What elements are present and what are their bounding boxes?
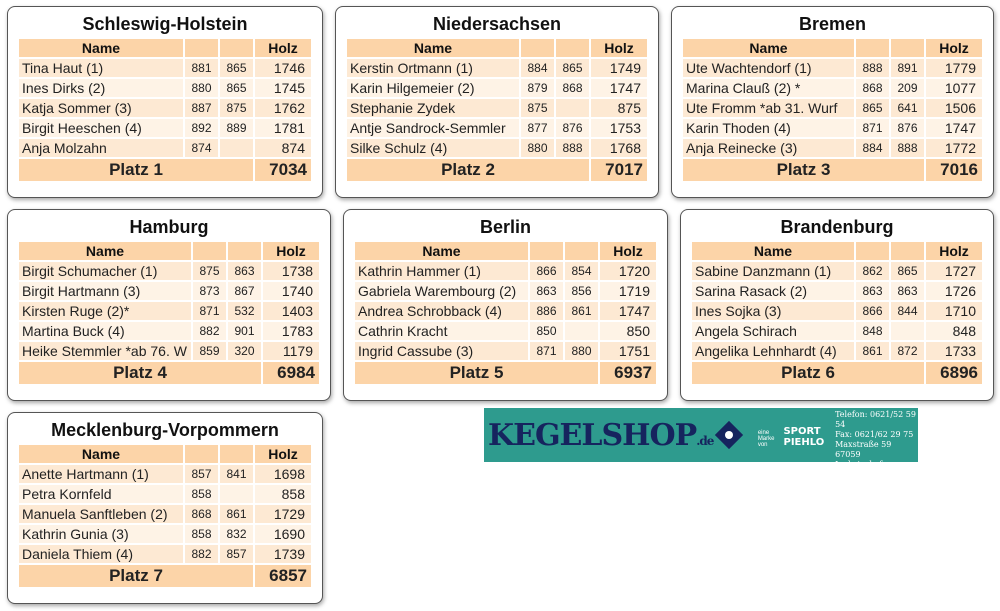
score-a: 858 [185, 525, 218, 543]
table-row [19, 485, 311, 503]
player-name: Kathrin Gunia (3) [19, 525, 183, 543]
table-row [19, 505, 311, 523]
holz-total: 1781 [255, 119, 311, 137]
holz-total: 848 [926, 322, 982, 340]
col-b-header [891, 39, 924, 57]
col-holz-header: Holz [591, 39, 647, 57]
team-total: 7017 [591, 159, 647, 181]
table-row [19, 59, 311, 77]
placement: Platz 6 [692, 362, 924, 384]
table-row [683, 99, 982, 117]
score-a: 858 [185, 485, 218, 503]
score-b: 861 [565, 302, 598, 320]
holz-total: 1720 [600, 262, 656, 280]
score-b: 320 [228, 342, 261, 360]
table-row [683, 139, 982, 157]
score-b: 532 [228, 302, 261, 320]
table-row [355, 282, 656, 300]
score-a: 863 [530, 282, 563, 300]
score-a: 859 [193, 342, 226, 360]
player-name: Tina Haut (1) [19, 59, 183, 77]
col-a-header [530, 242, 563, 260]
score-b [220, 485, 253, 503]
player-name: Andrea Schrobback (4) [355, 302, 528, 320]
score-b: 832 [220, 525, 253, 543]
col-b-header [556, 39, 589, 57]
player-name: Birgit Schumacher (1) [19, 262, 191, 280]
score-b: 865 [220, 59, 253, 77]
team-total: 6896 [926, 362, 982, 384]
table-row [19, 342, 319, 360]
player-name: Marina Clauß (2) * [683, 79, 854, 97]
holz-total: 1747 [600, 302, 656, 320]
score-b: 888 [891, 139, 924, 157]
table-footer [355, 362, 656, 384]
score-a: 882 [193, 322, 226, 340]
team-total: 7034 [255, 159, 311, 181]
kegelshop-ad-banner[interactable] [484, 408, 918, 469]
placement: Platz 3 [683, 159, 924, 181]
player-name: Kathrin Hammer (1) [355, 262, 528, 280]
player-name: Sabine Danzmann (1) [692, 262, 854, 280]
col-a-header [185, 39, 218, 57]
holz-total: 1747 [926, 119, 982, 137]
col-name-header: Name [692, 242, 854, 260]
ad-brand [758, 408, 831, 462]
ad-fax: Fax: 0621/62 29 75 [835, 430, 914, 439]
score-a: 874 [185, 139, 218, 157]
player-name: Kirsten Ruge (2)* [19, 302, 191, 320]
table-header [19, 39, 311, 57]
player-name: Martina Buck (4) [19, 322, 191, 340]
score-b: 865 [220, 79, 253, 97]
table-row [692, 322, 982, 340]
holz-total: 1740 [263, 282, 319, 300]
score-a: 871 [856, 119, 889, 137]
col-name-header: Name [355, 242, 528, 260]
logo-text: KEGELSHOP [488, 417, 697, 453]
score-a: 857 [185, 465, 218, 483]
score-a: 863 [856, 282, 889, 300]
team-card-6 [680, 209, 994, 401]
score-a: 877 [521, 119, 554, 137]
col-holz-header: Holz [255, 39, 311, 57]
player-name: Birgit Heeschen (4) [19, 119, 183, 137]
table-header [355, 242, 656, 260]
player-name: Birgit Hartmann (3) [19, 282, 191, 300]
logo-suffix: .de [696, 433, 714, 448]
score-a: 880 [185, 79, 218, 97]
table-footer [19, 362, 319, 384]
score-a: 866 [530, 262, 563, 280]
score-a: 868 [185, 505, 218, 523]
score-a: 866 [856, 302, 889, 320]
player-name: Karin Thoden (4) [683, 119, 854, 137]
score-b [556, 99, 589, 117]
score-b [891, 322, 924, 340]
col-name-header: Name [683, 39, 854, 57]
ad-street: Maxstraße 59 [835, 440, 892, 449]
score-a: 868 [856, 79, 889, 97]
table-row [347, 59, 647, 77]
table-row [19, 525, 311, 543]
team-total: 6984 [263, 362, 319, 384]
score-a: 884 [856, 139, 889, 157]
table-row [347, 119, 647, 137]
ad-phone: Telefon: 0621/52 59 54 [835, 410, 916, 429]
team-title: Berlin [479, 217, 531, 237]
player-name: Ute Wachtendorf (1) [683, 59, 854, 77]
score-b: 868 [556, 79, 589, 97]
team-total: 7016 [926, 159, 982, 181]
col-holz-header: Holz [600, 242, 656, 260]
table-row [347, 79, 647, 97]
score-a: 892 [185, 119, 218, 137]
table-row [692, 282, 982, 300]
table-row [19, 465, 311, 483]
table-row [19, 79, 311, 97]
score-b: 841 [220, 465, 253, 483]
team-card-1 [7, 6, 323, 198]
bowling-pin-diamond-icon [715, 421, 743, 449]
ad-tagline: eine Marke von [757, 430, 775, 448]
team-title: Mecklenburg-Vorpommern [51, 420, 279, 440]
player-name: Cathrin Kracht [355, 322, 528, 340]
ad-contact [831, 408, 918, 469]
score-a: 884 [521, 59, 554, 77]
table-row [347, 139, 647, 157]
team-table [17, 37, 313, 183]
holz-total: 1772 [926, 139, 982, 157]
team-title: Hamburg [129, 217, 209, 237]
col-b-header [220, 445, 253, 463]
holz-total: 1690 [255, 525, 311, 543]
col-a-header [856, 242, 889, 260]
player-name: Sarina Rasack (2) [692, 282, 854, 300]
score-b: 876 [891, 119, 924, 137]
score-b: 861 [220, 505, 253, 523]
table-row [19, 302, 319, 320]
table-row [692, 302, 982, 320]
table-row [19, 322, 319, 340]
table-row [692, 342, 982, 360]
player-name: Manuela Sanftleben (2) [19, 505, 183, 523]
col-holz-header: Holz [926, 39, 982, 57]
score-a: 861 [856, 342, 889, 360]
player-name: Silke Schulz (4) [347, 139, 519, 157]
score-a: 865 [856, 99, 889, 117]
table-header [683, 39, 982, 57]
placement: Platz 2 [347, 159, 589, 181]
player-name: Ute Fromm *ab 31. Wurf [683, 99, 854, 117]
table-row [347, 99, 647, 117]
holz-total: 850 [600, 322, 656, 340]
table-row [683, 79, 982, 97]
player-name: Ines Dirks (2) [19, 79, 183, 97]
score-b: 880 [565, 342, 598, 360]
score-b [565, 322, 598, 340]
kegelshop-logo [484, 418, 713, 453]
col-name-header: Name [347, 39, 519, 57]
player-name: Angelika Lehnhardt (4) [692, 342, 854, 360]
col-name-header: Name [19, 242, 191, 260]
table-header [19, 445, 311, 463]
table-footer [683, 159, 982, 181]
col-a-header [521, 39, 554, 57]
holz-total: 1710 [926, 302, 982, 320]
score-b: 844 [891, 302, 924, 320]
score-b: 865 [556, 59, 589, 77]
holz-total: 1506 [926, 99, 982, 117]
player-name: Antje Sandrock-Semmler [347, 119, 519, 137]
table-footer [692, 362, 982, 384]
team-table [17, 240, 321, 386]
score-b: 901 [228, 322, 261, 340]
holz-total: 1077 [926, 79, 982, 97]
holz-total: 1739 [255, 545, 311, 563]
team-total: 6937 [600, 362, 656, 384]
team-card-4 [7, 209, 331, 401]
team-table [690, 240, 984, 386]
ad-logo-area [484, 408, 758, 462]
holz-total: 1768 [591, 139, 647, 157]
table-footer [19, 159, 311, 181]
holz-total: 1751 [600, 342, 656, 360]
table-row [19, 119, 311, 137]
holz-total: 1733 [926, 342, 982, 360]
player-name: Petra Kornfeld [19, 485, 183, 503]
placement: Platz 1 [19, 159, 253, 181]
placement: Platz 4 [19, 362, 261, 384]
team-card-3 [671, 6, 994, 198]
score-b: 867 [228, 282, 261, 300]
table-row [355, 262, 656, 280]
player-name: Heike Stemmler *ab 76. W [19, 342, 191, 360]
score-b: 863 [228, 262, 261, 280]
player-name: Anja Reinecke (3) [683, 139, 854, 157]
table-footer [19, 565, 311, 587]
table-row [19, 139, 311, 157]
score-a: 888 [856, 59, 889, 77]
team-title: Bremen [798, 14, 867, 34]
col-holz-header: Holz [263, 242, 319, 260]
col-b-header [891, 242, 924, 260]
score-a: 880 [521, 139, 554, 157]
score-a: 848 [856, 322, 889, 340]
player-name: Anja Molzahn [19, 139, 183, 157]
player-name: Gabriela Warembourg (2) [355, 282, 528, 300]
team-table [681, 37, 984, 183]
col-b-header [565, 242, 598, 260]
player-name: Angela Schirach [692, 322, 854, 340]
table-row [683, 119, 982, 137]
table-row [683, 59, 982, 77]
holz-total: 1179 [263, 342, 319, 360]
holz-total: 1727 [926, 262, 982, 280]
team-title: Niedersachsen [432, 14, 562, 34]
col-holz-header: Holz [255, 445, 311, 463]
player-name: Daniela Thiem (4) [19, 545, 183, 563]
score-b [220, 139, 253, 157]
score-a: 871 [193, 302, 226, 320]
player-name: Ingrid Cassube (3) [355, 342, 528, 360]
table-header [347, 39, 647, 57]
player-name: Katja Sommer (3) [19, 99, 183, 117]
team-table [353, 240, 658, 386]
holz-total: 875 [591, 99, 647, 117]
score-b: 865 [891, 262, 924, 280]
team-title: Brandenburg [780, 217, 894, 237]
team-card-7 [7, 412, 323, 604]
score-b: 209 [891, 79, 924, 97]
ad-brand-name: SPORT PIEHLO [783, 426, 825, 448]
score-b: 857 [220, 545, 253, 563]
holz-total: 1749 [591, 59, 647, 77]
team-card-5 [343, 209, 668, 401]
team-title: Schleswig-Holstein [82, 14, 248, 34]
score-a: 871 [530, 342, 563, 360]
score-b: 889 [220, 119, 253, 137]
col-holz-header: Holz [926, 242, 982, 260]
player-name: Ines Sojka (3) [692, 302, 854, 320]
holz-total: 874 [255, 139, 311, 157]
col-a-header [193, 242, 226, 260]
score-a: 886 [530, 302, 563, 320]
holz-total: 1779 [926, 59, 982, 77]
placement: Platz 5 [355, 362, 598, 384]
holz-total: 1783 [263, 322, 319, 340]
table-row [355, 302, 656, 320]
player-name: Kerstin Ortmann (1) [347, 59, 519, 77]
table-header [19, 242, 319, 260]
score-b: 876 [556, 119, 589, 137]
table-header [692, 242, 982, 260]
holz-total: 1719 [600, 282, 656, 300]
score-a: 850 [530, 322, 563, 340]
col-name-header: Name [19, 445, 183, 463]
holz-total: 1747 [591, 79, 647, 97]
player-name: Anette Hartmann (1) [19, 465, 183, 483]
table-footer [347, 159, 647, 181]
placement: Platz 7 [19, 565, 253, 587]
table-row [19, 545, 311, 563]
holz-total: 1729 [255, 505, 311, 523]
team-total: 6857 [255, 565, 311, 587]
col-b-header [220, 39, 253, 57]
team-card-2 [335, 6, 659, 198]
holz-total: 1726 [926, 282, 982, 300]
col-name-header: Name [19, 39, 183, 57]
score-b: 875 [220, 99, 253, 117]
holz-total: 1762 [255, 99, 311, 117]
score-a: 882 [185, 545, 218, 563]
score-a: 873 [193, 282, 226, 300]
table-row [355, 342, 656, 360]
holz-total: 1753 [591, 119, 647, 137]
ad-city: 67059 Ludwigshafen [835, 450, 893, 469]
score-a: 887 [185, 99, 218, 117]
score-a: 881 [185, 59, 218, 77]
team-table [345, 37, 649, 183]
table-row [692, 262, 982, 280]
holz-total: 1403 [263, 302, 319, 320]
holz-total: 1746 [255, 59, 311, 77]
holz-total: 1698 [255, 465, 311, 483]
holz-total: 1738 [263, 262, 319, 280]
score-b: 641 [891, 99, 924, 117]
team-table [17, 443, 313, 589]
table-row [355, 322, 656, 340]
score-b: 888 [556, 139, 589, 157]
table-row [19, 282, 319, 300]
col-a-header [185, 445, 218, 463]
score-a: 875 [521, 99, 554, 117]
table-row [19, 262, 319, 280]
score-b: 854 [565, 262, 598, 280]
col-b-header [228, 242, 261, 260]
player-name: Karin Hilgemeier (2) [347, 79, 519, 97]
holz-total: 1745 [255, 79, 311, 97]
score-b: 872 [891, 342, 924, 360]
score-a: 862 [856, 262, 889, 280]
table-row [19, 99, 311, 117]
holz-total: 858 [255, 485, 311, 503]
score-a: 879 [521, 79, 554, 97]
score-b: 863 [891, 282, 924, 300]
col-a-header [856, 39, 889, 57]
score-b: 891 [891, 59, 924, 77]
score-a: 875 [193, 262, 226, 280]
score-b: 856 [565, 282, 598, 300]
player-name: Stephanie Zydek [347, 99, 519, 117]
